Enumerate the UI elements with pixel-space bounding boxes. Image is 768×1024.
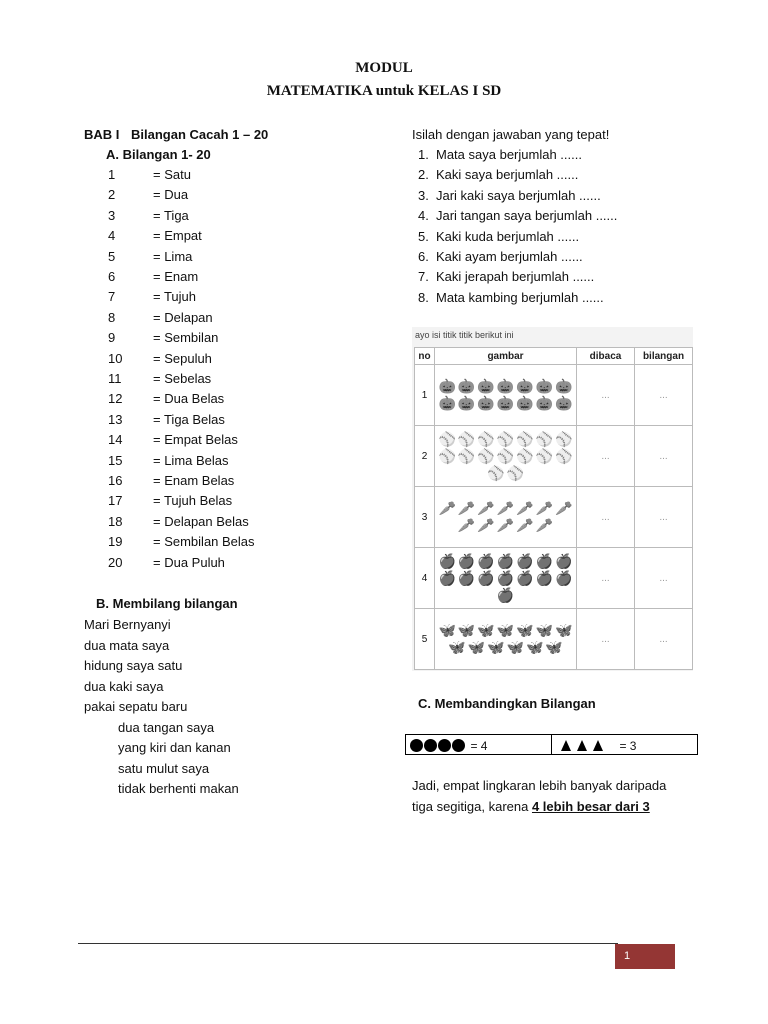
question-item [418, 247, 583, 267]
page-number: 1 [615, 944, 675, 969]
lyric-line: satu mulut saya [118, 760, 210, 776]
question-text: Kaki saya berjumlah ...... [436, 167, 579, 183]
apple-icon: 🍎 [496, 586, 515, 603]
apple-icon: 🍎 [438, 552, 456, 569]
ball-icon: ⚾ [477, 447, 495, 464]
number-word: = Lima Belas [153, 452, 229, 468]
butterfly-icon: 🦋 [555, 622, 573, 638]
ball-icon: ⚾ [516, 430, 534, 447]
number-digit: 1 [108, 167, 116, 182]
pumpkin-icon: 🎃 [438, 378, 456, 394]
ball-icon: ⚾ [506, 464, 524, 481]
ball-icon: ⚾ [457, 447, 476, 464]
butterfly-icon: 🦋 [477, 622, 495, 638]
circles-cell [405, 734, 552, 755]
number-word: = Dua [153, 187, 189, 203]
number-word: = Delapan [153, 309, 213, 325]
number-row [108, 165, 191, 185]
carrot-icon: 🥕 [535, 500, 554, 516]
table-row [415, 609, 693, 670]
number-word: = Sembilan Belas [153, 534, 255, 550]
answer-bilangan[interactable]: ... [635, 365, 693, 426]
circle-icon [424, 739, 437, 752]
lyric-line: Mari Bernyanyi [84, 617, 171, 632]
picture-cell [435, 426, 577, 487]
pumpkin-icon: 🎃 [496, 378, 515, 394]
butterfly-icon: 🦋 [448, 639, 466, 655]
carrot-icon: 🥕 [496, 500, 515, 516]
ball-icon: ⚾ [477, 430, 495, 447]
table-row [415, 548, 693, 609]
lyric-line: dua mata saya [84, 637, 170, 653]
number-word: = Sebelas [153, 371, 212, 386]
number-digit: 7 [108, 289, 116, 305]
number-row [108, 247, 192, 267]
number-row [108, 532, 255, 552]
number-digit: 16 [108, 473, 123, 488]
section-a-heading: A. Bilangan 1- 20 [106, 147, 211, 162]
butterfly-icon: 🦋 [487, 639, 505, 655]
number-digit: 17 [108, 493, 123, 509]
answer-bilangan[interactable]: ... [635, 426, 693, 487]
circles-count-label: = 4 [470, 738, 488, 753]
counting-table [414, 347, 693, 670]
butterfly-icon: 🦋 [496, 622, 515, 638]
module-subtitle: MATEMATIKA untuk KELAS I SD [266, 83, 502, 99]
triangle-icon [561, 740, 571, 751]
number-word: = Satu [153, 167, 191, 182]
circle-icon [410, 739, 423, 752]
apple-icon: 🍎 [535, 552, 554, 569]
number-row [108, 389, 224, 409]
number-row [108, 491, 232, 511]
apple-icon: 🍎 [477, 569, 495, 586]
number-word: = Empat Belas [153, 432, 238, 448]
butterfly-icon: 🦋 [457, 622, 476, 638]
number-word: = Tiga [153, 207, 189, 223]
lyric-line: yang kiri dan kanan [118, 740, 231, 755]
number-word: = Dua Belas [153, 391, 225, 407]
table-row [415, 487, 693, 548]
triangle-icon [593, 740, 603, 751]
number-word: = Enam [153, 269, 199, 284]
carrot-icon: 🥕 [477, 517, 495, 533]
number-digit: 14 [108, 432, 123, 448]
lyric-line: dua kaki saya [84, 678, 164, 694]
question-text: Kaki jerapah berjumlah ...... [436, 269, 595, 285]
number-row [108, 226, 202, 246]
question-number: 7. [418, 269, 429, 285]
pumpkin-icon: 🎃 [457, 378, 476, 394]
question-item [418, 145, 582, 165]
number-digit: 10 [108, 350, 123, 366]
number-row [108, 553, 225, 573]
carrot-icon: 🥕 [496, 517, 515, 533]
apple-icon: 🍎 [457, 552, 476, 569]
question-text: Jari kaki saya berjumlah ...... [436, 187, 601, 203]
number-word: = Lima [153, 248, 193, 264]
number-digit: 4 [108, 228, 116, 244]
ball-icon: ⚾ [438, 430, 456, 447]
carrot-icon: 🥕 [438, 500, 456, 516]
ball-icon: ⚾ [555, 430, 573, 447]
number-row [108, 206, 189, 226]
number-word: = Tujuh [153, 289, 197, 305]
ball-icon: ⚾ [555, 447, 573, 464]
butterfly-icon: 🦋 [525, 639, 544, 655]
chapter-label: BAB I [84, 127, 120, 142]
ball-icon: ⚾ [487, 464, 505, 481]
question-text: Mata kambing berjumlah ...... [436, 289, 604, 305]
triangles-cell [551, 734, 698, 755]
ball-icon: ⚾ [438, 447, 456, 464]
section-c-heading: C. Membandingkan Bilangan [418, 696, 596, 711]
apple-icon: 🍎 [496, 552, 515, 569]
ball-icon: ⚾ [535, 447, 554, 464]
ball-icon: ⚾ [535, 430, 554, 447]
lyric-line: tidak berhenti makan [118, 781, 239, 796]
col-header-no: no [415, 348, 435, 365]
question-item [418, 288, 604, 308]
answer-bilangan[interactable]: ... [635, 487, 693, 548]
answer-dibaca[interactable]: ... [577, 426, 635, 487]
number-digit: 18 [108, 513, 123, 529]
question-number: 1. [418, 147, 429, 162]
row-number: 4 [415, 548, 435, 609]
table-row [415, 426, 693, 487]
butterfly-icon: 🦋 [438, 622, 456, 638]
triangles-count-label: = 3 [619, 738, 637, 753]
footer-divider [78, 943, 618, 944]
pumpkin-icon: 🎃 [477, 395, 495, 411]
number-word: = Dua Puluh [153, 554, 225, 570]
butterfly-icon: 🦋 [545, 639, 563, 655]
number-word: = Empat [153, 228, 202, 244]
apple-icon: 🍎 [457, 569, 476, 586]
question-text: Jari tangan saya berjumlah ...... [436, 208, 618, 224]
number-digit: 19 [108, 534, 123, 550]
number-row [108, 267, 198, 287]
pumpkin-icon: 🎃 [535, 378, 554, 394]
pumpkin-icon: 🎃 [555, 395, 573, 411]
conclusion-emphasis: 4 lebih besar dari 3 [531, 799, 650, 814]
number-digit: 15 [108, 452, 123, 468]
carrot-icon: 🥕 [555, 500, 573, 516]
circle-icon [452, 739, 465, 752]
ball-icon: ⚾ [496, 430, 515, 447]
question-item [418, 267, 594, 287]
number-digit: 2 [108, 187, 116, 203]
ball-icon: ⚾ [496, 447, 515, 464]
table-row [415, 365, 693, 426]
number-word: = Sembilan [153, 330, 219, 346]
question-number: 2. [418, 167, 429, 183]
carrot-icon: 🥕 [516, 517, 534, 533]
butterfly-icon: 🦋 [506, 639, 524, 655]
counting-exercise-picture [412, 327, 693, 671]
number-digit: 9 [108, 330, 116, 346]
question-number: 8. [418, 289, 429, 305]
picture-cell [435, 365, 577, 426]
lyric-line: hidung saya satu [84, 658, 183, 673]
question-item [418, 206, 617, 226]
picture-cell [435, 609, 577, 670]
question-number: 3. [418, 187, 429, 203]
ball-icon: ⚾ [516, 447, 534, 464]
conclusion-line-1: Jadi, empat lingkaran lebih banyak daripada [412, 778, 667, 793]
answer-dibaca[interactable]: ... [577, 487, 635, 548]
number-digit: 11 [108, 371, 122, 386]
carrot-icon: 🥕 [516, 500, 534, 516]
number-digit: 5 [108, 248, 116, 264]
question-item [418, 227, 579, 247]
number-word: = Tiga Belas [153, 411, 225, 427]
conclusion-text: tiga segitiga, karena [412, 799, 532, 814]
pumpkin-icon: 🎃 [516, 378, 534, 394]
conclusion-line-2 [412, 797, 650, 817]
pumpkin-icon: 🎃 [516, 395, 534, 411]
pumpkin-icon: 🎃 [496, 395, 515, 411]
number-word: = Tujuh Belas [153, 493, 233, 509]
answer-dibaca[interactable]: ... [577, 609, 635, 670]
pumpkin-icon: 🎃 [477, 378, 495, 394]
picture-caption: ayo isi titik titik berikut ini [415, 330, 514, 340]
col-header-dibaca: dibaca [577, 348, 635, 365]
question-number: 5. [418, 228, 429, 244]
number-digit: 6 [108, 269, 116, 284]
number-word: = Enam Belas [153, 473, 235, 488]
number-digit: 12 [108, 391, 123, 407]
instruction-text: Isilah dengan jawaban yang tepat! [412, 127, 610, 142]
apple-icon: 🍎 [555, 569, 573, 586]
row-number: 2 [415, 426, 435, 487]
picture-cell [435, 487, 577, 548]
lyric-line: dua tangan saya [118, 719, 215, 735]
number-digit: 8 [108, 309, 116, 325]
question-text: Kaki ayam berjumlah ...... [436, 249, 583, 264]
pumpkin-icon: 🎃 [457, 395, 476, 411]
row-number: 3 [415, 487, 435, 548]
pumpkin-icon: 🎃 [535, 395, 554, 411]
chapter-title: Bilangan Cacah 1 – 20 [131, 127, 269, 142]
number-row [108, 185, 188, 205]
number-row [108, 349, 212, 369]
answer-bilangan[interactable]: ... [635, 548, 693, 609]
col-header-gambar: gambar [435, 348, 577, 365]
ball-icon: ⚾ [457, 430, 476, 447]
number-row [108, 287, 196, 307]
answer-dibaca[interactable]: ... [577, 548, 635, 609]
lyric-line: pakai sepatu baru [84, 699, 188, 714]
apple-icon: 🍎 [516, 552, 534, 569]
answer-bilangan[interactable]: ... [635, 609, 693, 670]
number-row [108, 328, 218, 348]
question-item [418, 165, 578, 185]
carrot-icon: 🥕 [535, 517, 554, 533]
question-item [418, 186, 601, 206]
module-title: MODUL [355, 60, 413, 76]
number-row [108, 410, 225, 430]
question-number: 6. [418, 249, 429, 264]
number-row [108, 308, 213, 328]
apple-icon: 🍎 [516, 569, 534, 586]
row-number: 1 [415, 365, 435, 426]
pumpkin-icon: 🎃 [555, 378, 573, 394]
col-header-bilangan: bilangan [635, 348, 693, 365]
number-digit: 20 [108, 554, 123, 570]
number-row [108, 430, 238, 450]
apple-icon: 🍎 [535, 569, 554, 586]
apple-icon: 🍎 [555, 552, 573, 569]
question-number: 4. [418, 208, 429, 224]
apple-icon: 🍎 [496, 569, 515, 586]
triangle-icon [577, 740, 587, 751]
number-digit: 3 [108, 207, 116, 223]
number-word: = Sepuluh [153, 350, 212, 366]
triangle-shapes [561, 737, 609, 754]
carrot-icon: 🥕 [477, 500, 495, 516]
question-text: Mata saya berjumlah ...... [436, 147, 582, 162]
number-row [108, 512, 249, 532]
apple-icon: 🍎 [438, 569, 456, 586]
row-number: 5 [415, 609, 435, 670]
circle-icon [438, 739, 451, 752]
number-row [108, 451, 229, 471]
number-row [108, 369, 211, 389]
butterfly-icon: 🦋 [535, 622, 554, 638]
number-row [108, 471, 234, 491]
pumpkin-icon: 🎃 [438, 395, 456, 411]
question-text: Kaki kuda berjumlah ...... [436, 228, 580, 244]
butterfly-icon: 🦋 [516, 622, 534, 638]
apple-icon: 🍎 [477, 552, 495, 569]
butterfly-icon: 🦋 [467, 639, 486, 655]
picture-cell [435, 548, 577, 609]
section-b-heading: B. Membilang bilangan [96, 596, 238, 611]
carrot-icon: 🥕 [457, 500, 476, 516]
number-word: = Delapan Belas [153, 513, 249, 529]
circle-shapes [410, 737, 466, 754]
carrot-icon: 🥕 [457, 517, 476, 533]
number-digit: 13 [108, 411, 123, 427]
answer-dibaca[interactable]: ... [577, 365, 635, 426]
